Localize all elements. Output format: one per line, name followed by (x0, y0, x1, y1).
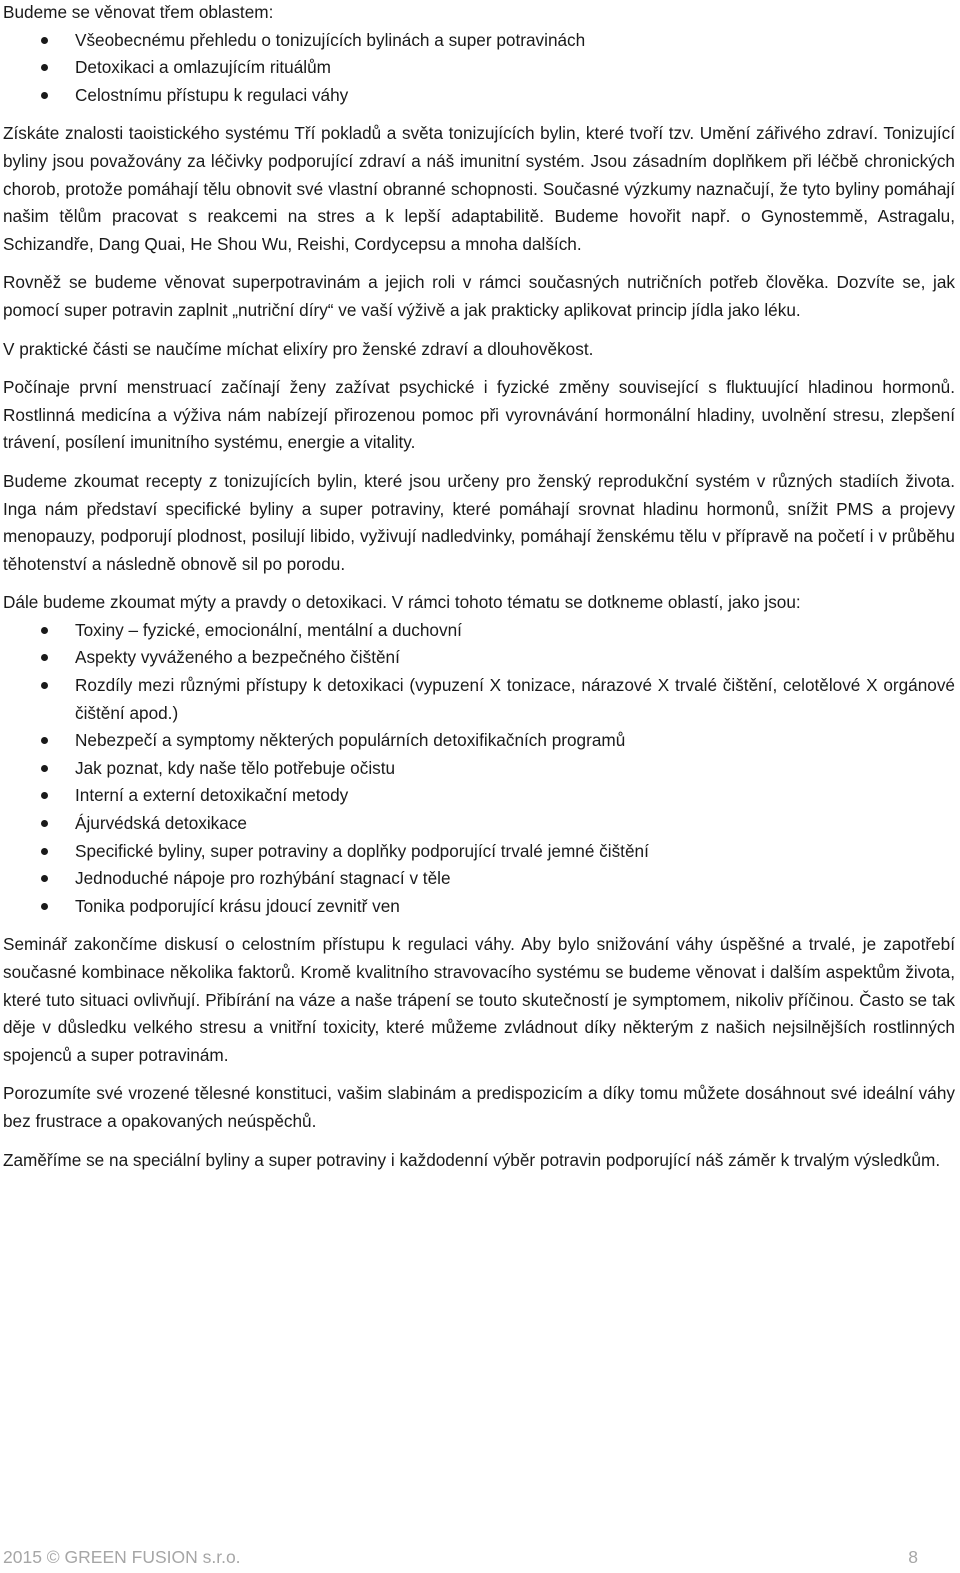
list-item: Ájurvédská detoxikace (3, 810, 955, 838)
paragraph-recipes: Budeme zkoumat recepty z tonizujících bylin, které jsou určeny pro ženský reprodukční systém v různých stadiích života. Inga nám představí specifické byliny a super potraviny, které pomáhají srovnat hladinu hormonů, snížit PMS a projevy menopauzy, podporují plodnost, posilují libido, vyživují nadledvinky, pomáhají ženskému tělu v přípravě na početí i v průběhu těhotenství a následně obnově sil po porodu. (3, 470, 955, 574)
paragraph-tonic-herbs: Získáte znalosti taoistického systému Tří pokladů a světa tonizujících bylin, které tvoří tzv. Umění zářivého zdraví. Tonizující byliny jsou považovány za léčivky podporující zdraví a náš imunitní systém. Jsou zásadním doplňkem při léčbě chronických chorob, protože pomáhají tělu obnovit své vlastní obranné schopnosti. Současné výzkumy naznačují, že tyto byliny pomáhají našim tělům pracovat s reakcemi na stres a k lepší adaptabilitě. Budeme hovořit např. o Gynostemmě, Astragalu, Schizandře, Dang Quai, He Shou Wu, Reishi, Cordycepsu a mnoha dalších. (3, 123, 955, 254)
list-item: Tonika podporující krásu jdoucí zevnitř ven (3, 893, 955, 921)
detox-list (3, 617, 955, 921)
list-item: Všeobecnému přehledu o tonizujících bylinách a super potravinách (3, 27, 955, 55)
list-item: Jednoduché nápoje pro rozhýbání stagnací v těle (3, 865, 955, 893)
list-item: Celostnímu přístupu k regulaci váhy (3, 82, 955, 110)
list-item: Aspekty vyváženého a bezpečného čištění (3, 644, 955, 672)
paragraph-weight: Seminář zakončíme diskusí o celostním přístupu k regulaci váhy. Aby bylo snižování váhy úspěšné a trvalé, je zapotřebí současné kombinace několika faktorů. Kromě kvalitního stravovacího systému se budeme věnovat i dalším aspektům života, které tuto situaci ovlivňují. Přibírání na váze a naše trápení se touto skutečností je symptomem, nikoliv příčinou. Často se tak děje v důsledku velkého stresu a vnitřní toxicity, které můžeme zvládnout díky některým z našich nejsilnějších rostlinných spojenců a super potravinám. (3, 934, 955, 1065)
page-number: 8 (908, 1547, 918, 1567)
list-item: Rozdíly mezi různými přístupy k detoxikaci (vypuzení X tonizace, nárazové X trvalé čištění, celotělové X orgánové čištění apod.) (3, 672, 955, 727)
list-item: Interní a externí detoxikační metody (3, 782, 955, 810)
list-item: Detoxikaci a omlazujícím rituálům (3, 54, 955, 82)
paragraph-constitution: Porozumíte své vrozené tělesné konstituci, vašim slabinám a predispozicím a díky tomu můžete dosáhnout své ideální váhy bez frustrace a opakovaných neúspěchů. (3, 1083, 955, 1131)
paragraph-hormones: Počínaje první menstruací začínají ženy zažívat psychické i fyzické změny související s fluktuující hladinou hormonů. Rostlinná medicína a výživa nám nabízejí přirozenou pomoc při vyrovnávání hormonální hladiny, uvolnění stresu, zlepšení trávení, posílení imunitního systému, energie a vitality. (3, 377, 955, 453)
list-item: Nebezpečí a symptomy některých populárních detoxifikačních programů (3, 727, 955, 755)
list-item: Toxiny – fyzické, emocionální, mentální a duchovní (3, 617, 955, 645)
paragraph-detox-intro: Dále budeme zkoumat mýty a pravdy o detoxikaci. V rámci tohoto tématu se dotkneme oblastí, jako jsou: (3, 592, 801, 613)
paragraph-focus: Zaměříme se na speciální byliny a super potraviny i každodenní výběr potravin podporující náš záměr k trvalým výsledkům. (3, 1149, 941, 1170)
areas-list (3, 27, 955, 110)
page-footer (3, 1545, 918, 1569)
document-page (3, 0, 955, 1185)
copyright-text: 2015 © GREEN FUSION s.r.o. (3, 1547, 241, 1567)
paragraph-elixirs: V praktické části se naučíme míchat elixíry pro ženské zdraví a dlouhověkost. (3, 338, 594, 359)
list-item: Specifické byliny, super potraviny a doplňky podporující trvalé jemné čištění (3, 838, 955, 866)
intro-text: Budeme se věnovat třem oblastem: (3, 2, 274, 22)
list-item: Jak poznat, kdy naše tělo potřebuje očistu (3, 755, 955, 783)
paragraph-superfoods: Rovněž se budeme věnovat superpotravinám a jejich roli v rámci současných nutričních potřeb člověka. Dozvíte se, jak pomocí super potravin zaplnit „nutriční díry“ ve vaší výživě a jak prakticky aplikovat princip jídla jako léku. (3, 272, 955, 320)
